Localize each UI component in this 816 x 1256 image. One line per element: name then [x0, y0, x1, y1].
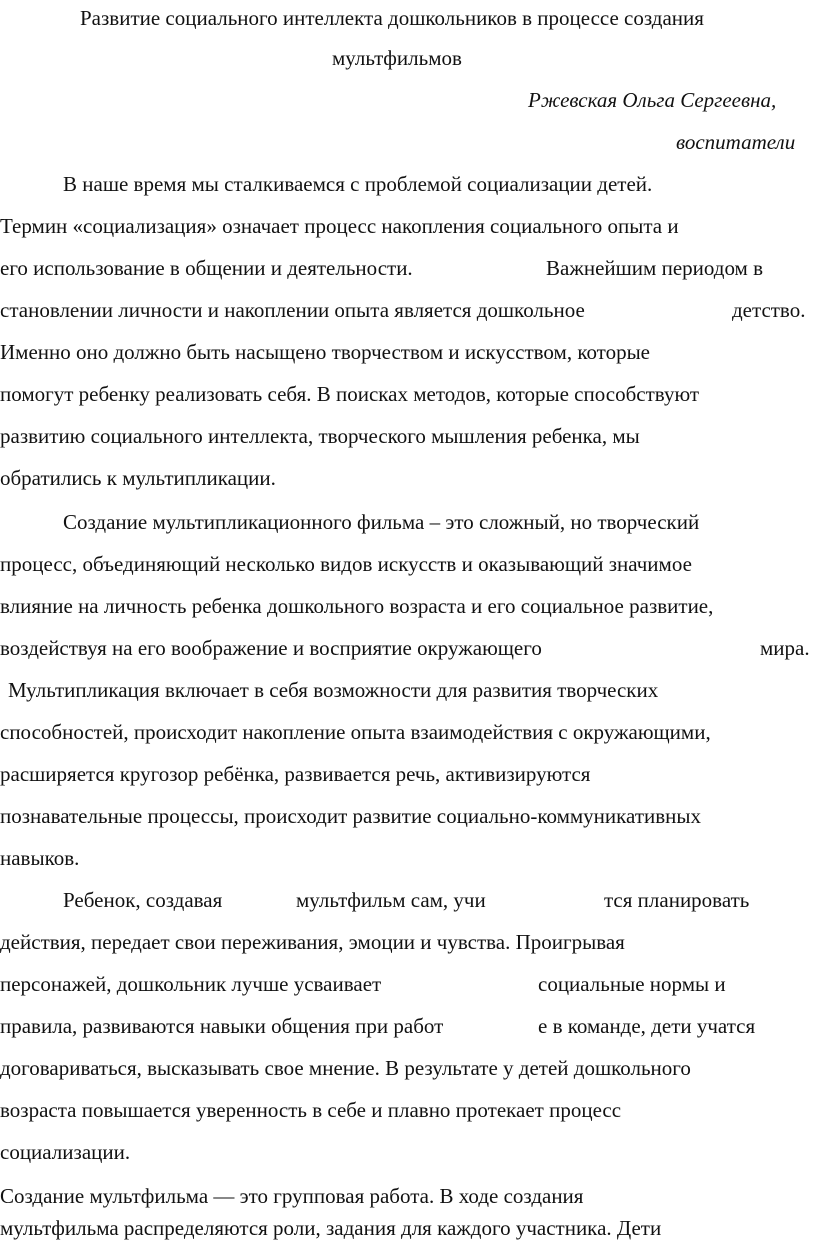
p3-line-6: возраста повышается уверенность в себе и плавно протекает процесс: [0, 1098, 622, 1122]
p3-line-1a: Ребенок, создавая: [63, 888, 223, 912]
p3-line-2: действия, передает свои переживания, эмоции и чувства. Проигрывая: [0, 930, 625, 954]
p2-line-3: влияние на личность ребенка дошкольного возраста и его социальное развитие,: [0, 594, 714, 618]
p1-line-5: Именно оно должно быть насыщено творчеством и искусством, которые: [0, 340, 651, 364]
p3-line-4b: е в команде, дети учатся: [538, 1014, 756, 1038]
p2-line-8: познавательные процессы, происходит развитие социально-коммуникативных: [0, 804, 701, 828]
p1-line-4b: детство.: [732, 298, 806, 322]
p3-line-3b: социальные нормы и: [538, 972, 726, 996]
author-name: Ржевская Ольга Сергеевна,: [528, 88, 777, 112]
p1-line-8: обратились к мультипликации.: [0, 466, 276, 490]
p1-line-2: Термин «социализация» означает процесс накопления социального опыта и: [0, 214, 679, 238]
p2-line-5: Мультипликация включает в себя возможности для развития творческих: [8, 678, 659, 702]
p2-line-7: расширяется кругозор ребёнка, развивается речь, активизируются: [0, 762, 591, 786]
p2-line-4b: мира.: [760, 636, 810, 660]
p3-line-7: социализации.: [0, 1140, 131, 1164]
p2-line-6: способностей, происходит накопление опыта взаимодействия с окружающими,: [0, 720, 711, 744]
p1-line-4a: становлении личности и накоплении опыта является дошкольное: [0, 298, 585, 322]
p1-line-7: развитию социального интеллекта, творческого мышления ребенка, мы: [0, 424, 640, 448]
document-title-line-2: мультфильмов: [332, 46, 462, 70]
p1-line-6: помогут ребенку реализовать себя. В поисках методов, которые способствуют: [0, 382, 700, 406]
p2-line-9: навыков.: [0, 846, 80, 870]
p4-line-2: мультфильма распределяются роли, задания для каждого участника. Дети: [0, 1216, 662, 1240]
p3-line-5: договариваться, высказывать свое мнение. В результате у детей дошкольного: [0, 1056, 691, 1080]
p1-line-1: В наше время мы сталкиваемся с проблемой социализации детей.: [63, 172, 653, 196]
p2-line-1: Создание мультипликационного фильма – это сложный, но творческий: [63, 510, 700, 534]
p2-line-2: процесс, объединяющий несколько видов искусств и оказывающий значимое: [0, 552, 692, 576]
document-title-line-1: Развитие социального интеллекта дошкольников в процессе создания: [80, 6, 704, 30]
author-role: воспитатели: [676, 130, 796, 154]
p3-line-4a: правила, развиваются навыки общения при работ: [0, 1014, 444, 1038]
p2-line-4a: воздействуя на его воображение и восприятие окружающего: [0, 636, 542, 660]
p3-line-3a: персонажей, дошкольник лучше усваивает: [0, 972, 382, 996]
p3-line-1c: тся планировать: [604, 888, 750, 912]
p3-line-1b: мультфильм сам, учи: [296, 888, 486, 912]
p1-line-3b: Важнейшим периодом в: [546, 256, 764, 280]
p4-line-1: Создание мультфильма — это групповая работа. В ходе создания: [0, 1184, 584, 1208]
p1-line-3a: его использование в общении и деятельности.: [0, 256, 413, 280]
